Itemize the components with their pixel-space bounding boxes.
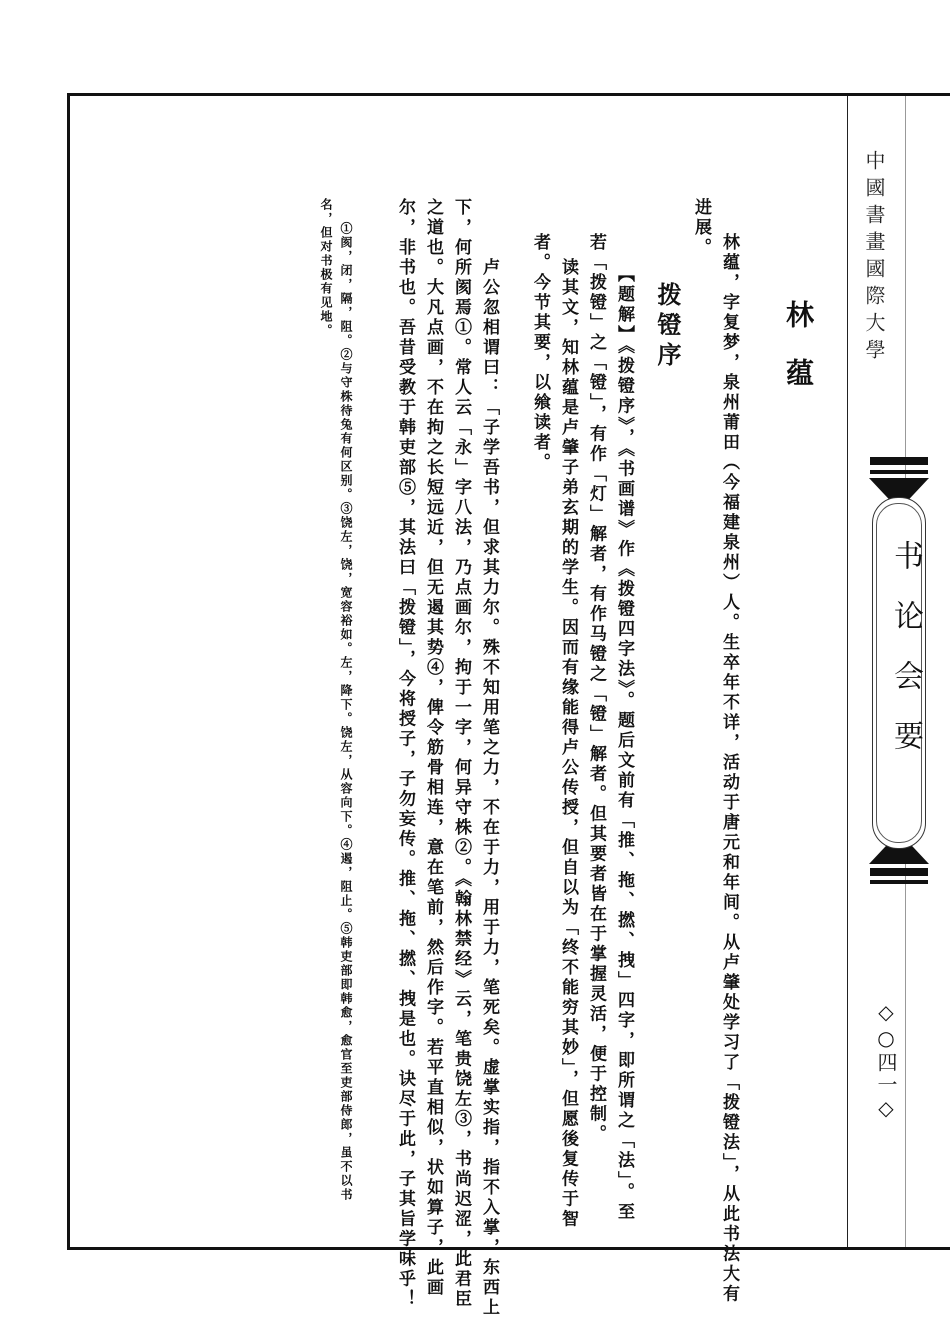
footnote-line: 名，但对书极有见地。 [319,198,333,338]
main-text-line: 下，何所阂焉①。常人云「永」字八法，乃点画尔，拘于一字，何异守株②。《翰林禁经》云，笔贵饶左③，书尚迟涩，此君臣 [451,198,471,1310]
ornament-bar-top [870,457,928,465]
margin-rule [847,96,848,1247]
ornament-bar-bottom-thin [870,880,928,884]
jieti-line: 【题解】《拨镫序》，《书画谱》作《拨镫四字法》。题后文前有「推、拖、撚、拽」四字，即所谓之「法」。至 [614,265,634,1223]
page-frame [67,93,950,1250]
ornament-bar-top-thin [870,470,928,474]
essay-title: 拨镫序 [653,282,682,372]
intro-line: 进展。 [691,198,711,258]
book-title: 书论会要 [888,540,923,780]
author-heading: 林蕴 [782,300,815,416]
university-name: 中國書畫國際大學 [862,150,886,366]
footnote-line: ①阂，闭，隔，阻。②与守株待兔有何区别。③饶左，饶，宽容裕如。左，降下。饶左，从容向下。④遏，阻止。⑤韩吏部即韩愈，愈官至吏部侍郎，虽不以书 [339,222,353,1202]
jieti-line: 读其文，知林蕴是卢肇子弟玄期的学生。因而有缘能得卢公传授，但自以为「终不能穷其妙」，但愿後复传于智 [558,258,578,1230]
page-number: ◇○四一◇ [874,1000,898,1122]
jieti-line: 若「拨镫」之「镫」，有作「灯」解者，有作马镫之「镫」解者。但其要者皆在于掌握灵活，便于控制。 [586,233,606,1145]
jieti-line: 者。今节其要，以飨读者。 [530,233,550,473]
main-text-line: 之道也。大凡点画，不在拘之长短远近，但无遏其势④，俾令筋骨相连，意在笔前，然后作字。若平直相似，状如算子，此画 [423,198,443,1298]
main-text-line: 尔，非书也。吾昔受教于韩吏部⑤，其法曰「拨镫」，今将授子，子勿妄传。推、拖、撚、拽是也。诀尽于此，子其旨学味乎！ [395,198,415,1310]
intro-line: 林蕴，字复梦，泉州莆田（今福建泉州）人。生卒年不详，活动于唐元和年间。从卢肇处学习了「拨镫法」，从此书法大有 [719,233,739,1305]
ornament-bar-bottom [870,868,928,876]
main-text-line: 卢公忽相谓曰：「子学吾书，但求其力尔。殊不知用笔之力，不在于力，用于力，笔死矣。虚掌实指，指不入掌，东西上 [479,258,499,1318]
